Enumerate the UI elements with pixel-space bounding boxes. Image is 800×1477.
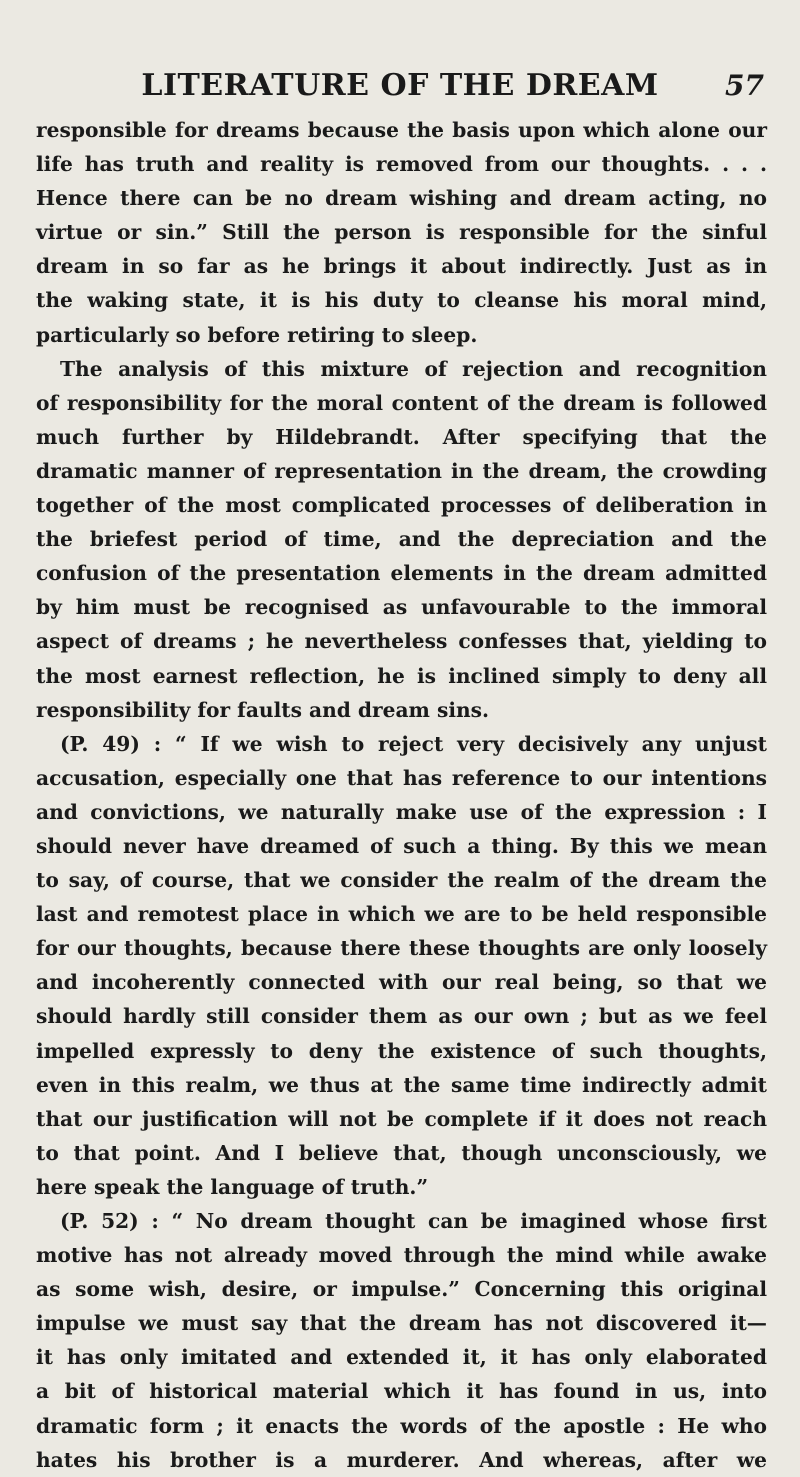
text-line: impulse we must say that the dream has not discovered it—: [36, 1311, 767, 1336]
text-line: should never have dreamed of such a thing. By this we mean: [36, 833, 767, 858]
text-line: responsibility for faults and dream sins.: [36, 697, 490, 722]
text-line: here speak the language of truth.”: [36, 1174, 429, 1199]
text-line: by him must be recognised as unfavourable to the immoral: [36, 595, 767, 620]
text-line: particularly so before retiring to sleep.: [36, 322, 478, 347]
text-line: should hardly still consider them as our own ; but as we feel: [36, 1004, 767, 1029]
text-line: responsible for dreams because the basis upon which alone our: [36, 118, 767, 142]
text-line: together of the most complicated processes of deliberation in: [36, 493, 767, 518]
text-line: even in this realm, we thus at the same time indirectly admit: [36, 1072, 767, 1097]
text-line: hates his brother is a murderer. And whereas, after we: [36, 1447, 767, 1472]
text-line: the waking state, it is his duty to cleanse his moral mind,: [36, 288, 767, 313]
text-line: The analysis of this mixture of rejection and recognition: [60, 356, 767, 381]
text-line: the most earnest reflection, he is inclined simply to deny all: [36, 663, 767, 688]
text-line: aspect of dreams ; he nevertheless confesses that, yielding to: [36, 629, 767, 654]
text-line: life has truth and reality is removed from our thoughts. . . .: [36, 152, 767, 177]
text-line: virtue or sin.” Still the person is responsible for the sinful: [36, 220, 767, 245]
text-line: dramatic manner of representation in the dream, the crowding: [36, 458, 767, 483]
text-line: as some wish, desire, or impulse.” Concerning this original: [36, 1277, 767, 1302]
text-line: confusion of the presentation elements in the dream admitted: [36, 561, 767, 586]
text-line: it has only imitated and extended it, it has only elaborated: [36, 1345, 767, 1370]
text-line: that our justification will not be complete if it does not reach: [36, 1106, 767, 1131]
page-header: [36, 64, 764, 108]
text-line: a bit of historical material which it has found in us, into: [36, 1379, 767, 1404]
text-line: much further by Hildebrandt. After specifying that the: [36, 424, 767, 449]
text-line: of responsibility for the moral content of the dream is followed: [36, 390, 767, 415]
text-line: impelled expressly to deny the existence of such thoughts,: [36, 1038, 767, 1063]
text-line: the briefest period of time, and the depreciation and the: [36, 527, 767, 552]
text-line: dramatic form ; it enacts the words of the apostle : He who: [36, 1413, 767, 1438]
text-line: and incoherently connected with our real being, so that we: [36, 970, 767, 995]
text-line: to say, of course, that we consider the realm of the dream the: [36, 868, 767, 893]
text-line: motive has not already moved through the mind while awake: [36, 1243, 767, 1268]
text-line: for our thoughts, because there these thoughts are only loosely: [36, 936, 767, 961]
text-line: last and remotest place in which we are to be held responsible: [36, 902, 767, 927]
page-number: 57: [725, 69, 764, 102]
text-line: (P. 52) : “ No dream thought can be imagined whose first: [60, 1209, 767, 1233]
text-line: (P. 49) : “ If we wish to reject very decisively any unjust: [60, 731, 767, 756]
text-line: accusation, especially one that has reference to our intentions: [36, 765, 767, 790]
running-title: LITERATURE OF THE DREAM: [141, 68, 659, 103]
text-line: Hence there can be no dream wishing and dream acting, no: [36, 186, 767, 211]
body-text: [36, 113, 767, 1477]
text-line: and convictions, we naturally make use of the expression : I: [36, 799, 767, 824]
text-line: dream in so far as he brings it about indirectly. Just as in: [36, 254, 767, 279]
text-line: to that point. And I believe that, though unconsciously, we: [36, 1140, 767, 1165]
